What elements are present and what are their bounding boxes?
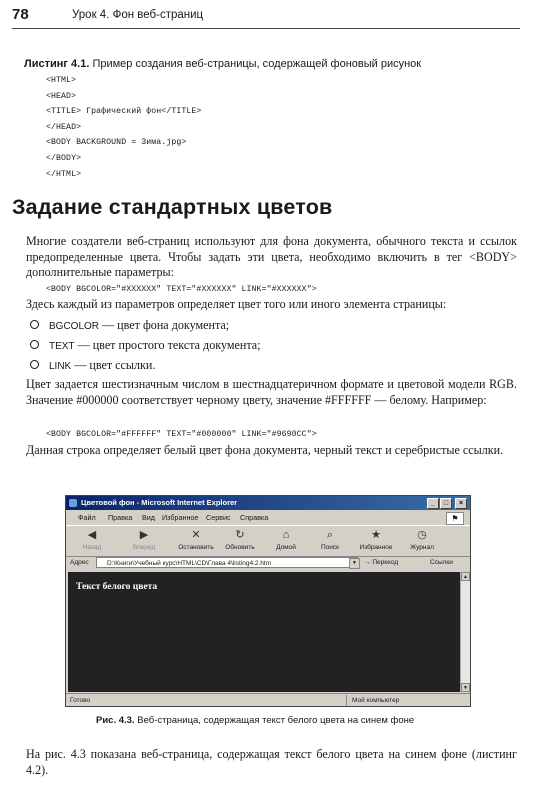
menu-favorites[interactable]: Избранное (162, 513, 199, 522)
bullet-icon (30, 340, 39, 349)
menu-edit[interactable]: Правка (108, 513, 133, 522)
go-button[interactable]: → Переход (364, 559, 399, 566)
paragraph: Данная строка определяет белый цвет фона документа, черный текст и серебристые ссылки. (26, 443, 504, 457)
figure-caption (96, 715, 414, 726)
search-icon: ⌕ (326, 529, 334, 541)
refresh-button[interactable] (218, 528, 262, 551)
address-label: Адрес (70, 559, 89, 566)
bullet-icon (30, 360, 39, 369)
links-button[interactable]: Ссылки (430, 559, 453, 566)
menu-tools[interactable]: Сервис (206, 513, 231, 522)
code-line: </BODY> (46, 153, 82, 163)
favorites-icon: ★ (371, 529, 381, 541)
listing-label: Листинг 4.1. (24, 58, 90, 70)
window-titlebar (66, 496, 470, 510)
history-icon: ◷ (417, 529, 427, 541)
code-line: <HTML> (46, 76, 77, 85)
list-item (30, 338, 261, 353)
menu-help[interactable]: Справка (240, 513, 269, 522)
param-desc: — цвет фона документа; (99, 318, 230, 332)
forward-label: Вперед (132, 544, 156, 551)
page-content (68, 572, 460, 692)
header-rule (12, 28, 520, 29)
search-button[interactable] (308, 528, 352, 551)
home-label: Домой (276, 544, 296, 551)
code-example: <BODY BGCOLOR="#XXXXXX" TEXT="#XXXXXX" LINK="#XXXXXX"> (46, 285, 317, 294)
menu-view[interactable]: Вид (142, 513, 156, 522)
param-desc: — цвет простого текста документа; (74, 338, 261, 352)
home-icon: ⌂ (282, 529, 290, 541)
toolbar (66, 525, 470, 557)
content-text: Текст белого цвета (76, 582, 158, 592)
code-line: </HEAD> (46, 122, 82, 132)
vertical-scrollbar[interactable] (460, 572, 470, 692)
listing-code (46, 73, 201, 182)
address-dropdown-icon[interactable]: ▼ (349, 558, 360, 569)
forward-icon: ▶ (139, 529, 149, 541)
minimize-button[interactable]: _ (427, 498, 439, 509)
browser-window (65, 495, 471, 707)
section-title: Задание стандартных цветов (12, 195, 333, 219)
go-label: Переход (372, 559, 399, 566)
code-line: </HTML> (46, 169, 82, 179)
back-label: Назад (82, 544, 102, 551)
stop-button[interactable] (174, 528, 218, 551)
paragraph: На рис. 4.3 показана веб-страница, содержащая текст белого цвета на синем фоне (листинг 4.2). (26, 747, 517, 777)
status-zone: Мой компьютер (352, 697, 400, 704)
paragraph: Цвет задается шестизначным числом в шестнадцатеричном формате и цветовой модели RGB. Значение #000000 соответствует черному цвету, значение #FFFFFF — белому. Например: (26, 377, 517, 407)
page-number: 78 (12, 6, 29, 23)
code-line: <HEAD> (46, 91, 77, 101)
param-name: LINK (49, 361, 72, 372)
stop-label: Остановить (178, 544, 214, 551)
maximize-button[interactable]: □ (440, 498, 452, 509)
close-button[interactable]: × (455, 498, 467, 509)
listing-caption-text: Пример создания веб-страницы, содержащей фоновый рисунок (92, 58, 422, 70)
scroll-up-icon[interactable]: ▲ (461, 572, 470, 581)
windows-logo-icon: ⚑ (446, 512, 464, 525)
favorites-button[interactable] (354, 528, 398, 551)
bullet-icon (30, 320, 39, 329)
paragraph: Здесь каждый из параметров определяет цвет того или иного элемента страницы: (26, 297, 447, 311)
window-title: Цветовой фон - Microsoft Internet Explorer (81, 498, 238, 507)
status-divider (346, 695, 347, 706)
back-icon: ◀ (87, 529, 97, 541)
paragraph: Многие создатели веб-страниц используют для фона документа, обычного текста и ссылок предопределенные цвета. Чтобы задать эти цвета, необходимо включить в тег <BODY> дополнительные параметры: (26, 234, 517, 280)
history-label: Журнал (410, 544, 434, 551)
refresh-label: Обновить (225, 544, 255, 551)
listing-caption (24, 58, 421, 70)
menu-file[interactable]: Файл (78, 513, 96, 522)
address-bar (66, 556, 470, 570)
list-item (30, 318, 229, 333)
back-button[interactable] (70, 528, 114, 551)
stop-icon: ✕ (191, 529, 201, 541)
search-label: Поиск (320, 544, 339, 551)
home-button[interactable] (264, 528, 308, 551)
status-text: Готово (70, 697, 91, 704)
menu-bar (66, 511, 470, 524)
status-bar (66, 693, 470, 707)
param-name: BGCOLOR (49, 321, 100, 332)
forward-button[interactable] (122, 528, 166, 551)
refresh-icon: ↻ (235, 529, 245, 541)
code-example: <BODY BGCOLOR="#FFFFFF" TEXT="#000000" LINK="#9690CC"> (46, 430, 317, 439)
running-head: Урок 4. Фон веб-страниц (72, 9, 204, 21)
figure-label: Рис. 4.3. (96, 715, 135, 726)
code-line: <TITLE> Графический фон</TITLE> (46, 107, 202, 117)
ie-icon (69, 499, 77, 507)
history-button[interactable] (400, 528, 444, 551)
param-name: TEXT (49, 341, 75, 352)
favorites-label: Избранное (359, 544, 393, 551)
scroll-down-icon[interactable]: ▼ (461, 683, 470, 692)
figure-caption-text: Веб-страница, содержащая текст белого цвета на синем фоне (137, 715, 415, 726)
code-line: <BODY BACKGROUND = Зима.jpg> (46, 138, 187, 148)
list-item (30, 358, 155, 373)
address-input[interactable]: D:\Книги\Учебный курс\HTML\CD\Глава 4\listing4.2.htm (96, 557, 358, 568)
param-desc: — цвет ссылки. (71, 358, 156, 372)
